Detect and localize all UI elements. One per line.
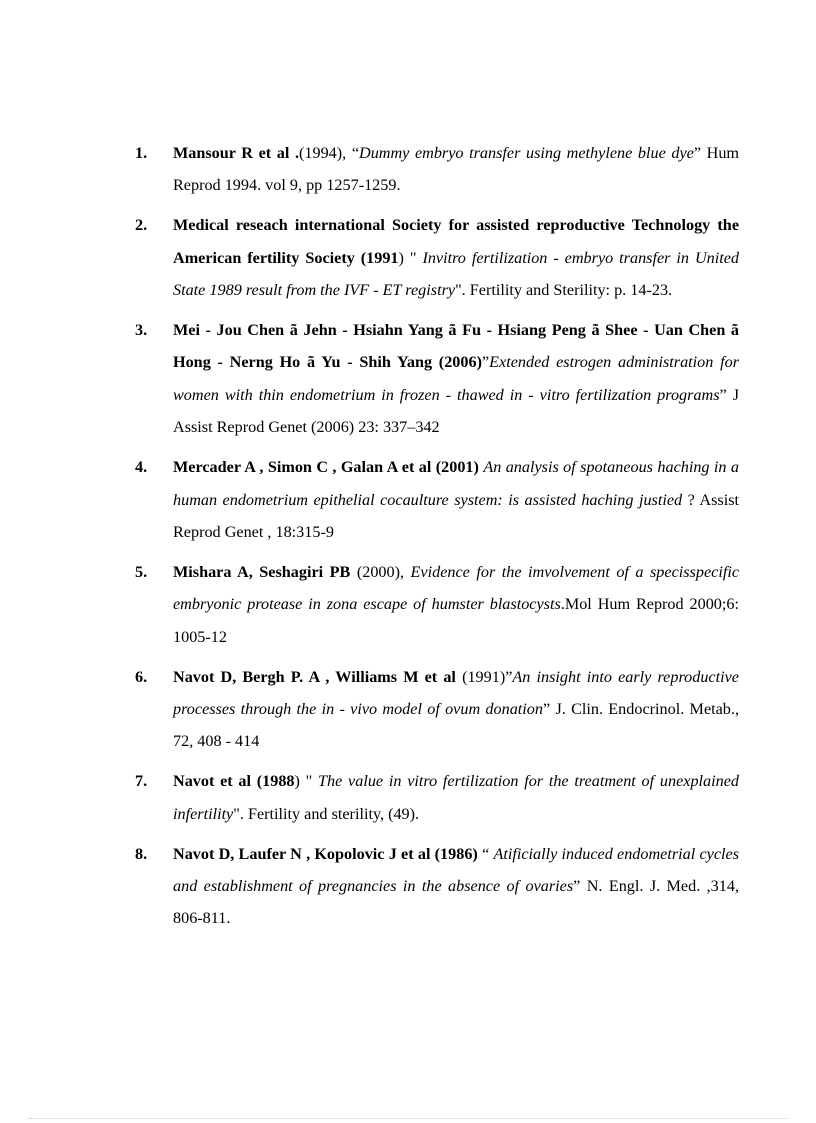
- reference-title: An insight into early reproductive processes through the in - vivo model of ovum donation: [173, 667, 739, 718]
- reference-number: 3.: [135, 321, 148, 340]
- reference-text: [173, 137, 739, 202]
- reference-authors: Navot D, Laufer N , Kopolovic J et al (1986): [173, 844, 478, 863]
- reference-year: (2000),: [350, 562, 411, 581]
- page-bottom-rule: [28, 1118, 788, 1119]
- reference-authors: Mercader A , Simon C , Galan A et al (2001): [173, 458, 479, 477]
- reference-quote-open: “: [482, 844, 494, 863]
- reference-number: 1.: [135, 144, 148, 162]
- reference-source: . Fertility and sterility, (49).: [239, 804, 420, 823]
- reference-source: Hum Reprod 1994. vol 9, pp 1257-1259.: [173, 144, 739, 195]
- reference-number: 7.: [135, 772, 148, 791]
- reference-authors: Mansour R et al .: [173, 144, 299, 162]
- reference-quote-close: ”: [543, 700, 551, 718]
- reference-source: .Mol Hum Reprod 2000;6: 1005-12: [173, 595, 739, 646]
- reference-quote-close: ”: [693, 144, 702, 162]
- reference-number: 6.: [135, 667, 148, 686]
- reference-text: [173, 209, 739, 306]
- reference-title: Extended estrogen administration for women with thin endometrium in frozen - thawed in - vitro fertilization programs: [173, 353, 739, 404]
- reference-source: . Fertility and Sterility: p. 14-23.: [461, 281, 673, 300]
- reference-quote-open: ”: [505, 667, 513, 686]
- reference-title: The value in vitro fertilization for the treatment of unexplained infertility: [173, 772, 739, 823]
- reference-year: (1994),: [299, 144, 352, 162]
- reference-quote-open: “: [351, 144, 359, 162]
- reference-number: 2.: [135, 216, 148, 235]
- reference-title: Atificially induced endometrial cycles and establishment of pregnancies in the absence of ovaries: [173, 844, 740, 896]
- reference-number: 4.: [135, 458, 148, 477]
- reference-quote-open: ": [305, 772, 319, 791]
- reference-text: [173, 451, 739, 548]
- reference-title: Dummy embryo transfer using methylene blue dye: [359, 144, 694, 162]
- reference-list: [135, 137, 739, 942]
- reference-item: [135, 451, 739, 548]
- reference-title: An analysis of spotaneous haching in a human endometrium epithelial cocaulture system: is assisted haching justied: [173, 458, 740, 509]
- reference-quote-close: ": [233, 804, 240, 823]
- reference-year: ): [294, 772, 306, 791]
- reference-item: [135, 838, 739, 935]
- reference-quote-close: ": [455, 281, 462, 300]
- reference-item: [135, 661, 739, 758]
- reference-source: N. Engl. J. Med. ,314, 806-811.: [173, 877, 740, 928]
- reference-source: J Assist Reprod Genet (2006) 23: 337–342: [173, 385, 739, 437]
- reference-year: (1991): [455, 667, 506, 686]
- reference-text: [173, 661, 739, 758]
- reference-text: [173, 314, 739, 444]
- reference-item: [135, 314, 739, 444]
- reference-number: 5.: [135, 562, 148, 581]
- reference-item: [135, 556, 739, 653]
- reference-authors: Mishara A, Seshagiri PB: [173, 562, 351, 581]
- reference-number: 8.: [135, 844, 148, 863]
- reference-item: [135, 765, 739, 830]
- reference-source: ? Assist Reprod Genet , 18:315-9: [173, 490, 740, 541]
- reference-title: Invitro fertilization - embryo transfer in United State 1989 result from the IVF - ET registry: [173, 248, 740, 300]
- reference-authors: Navot D, Bergh P. A , Williams M et al: [173, 667, 456, 686]
- reference-quote-close: ”: [719, 385, 727, 404]
- reference-quote-close: ”: [573, 877, 581, 896]
- reference-text: [173, 556, 739, 653]
- reference-quote-open: ": [409, 248, 423, 267]
- reference-authors: Medical reseach international Society for assisted reproductive Technology the American fertility Society (1991: [173, 216, 739, 267]
- reference-text: [173, 765, 739, 830]
- reference-text: [173, 838, 739, 935]
- reference-item: [135, 137, 739, 202]
- reference-item: [135, 209, 739, 306]
- reference-quote-open: ”: [481, 353, 490, 372]
- reference-authors: Navot et al (1988: [173, 772, 295, 791]
- reference-authors: Mei - Jou Chen ã Jehn - Hsiahn Yang ã Fu - Hsiang Peng ã Shee - Uan Chen ã Hong - Nerng Ho ã Yu - Shih Yang (2006): [173, 321, 739, 372]
- reference-source: J. Clin. Endocrinol. Metab., 72, 408 - 414: [173, 700, 739, 751]
- reference-year: ): [398, 248, 410, 267]
- reference-title: Evidence for the imvolvement of a specisspecific embryonic protease in zona escape of humster blastocysts: [173, 562, 740, 614]
